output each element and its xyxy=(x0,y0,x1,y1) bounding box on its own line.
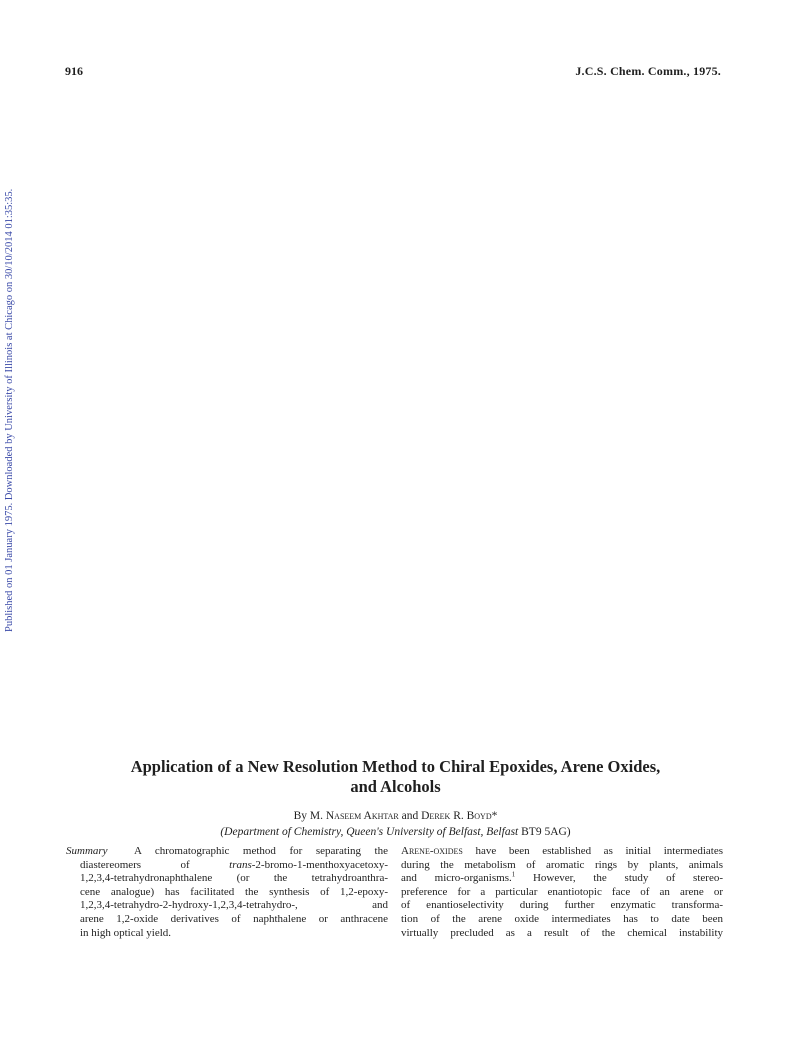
affiliation-text: (Department of Chemistry, Queen's University of Belfast, Belfast xyxy=(220,826,519,838)
author-1: M. Naseem Akhtar xyxy=(309,810,399,822)
body-line-3: and micro-organisms.$^1$ However, the study of stereo- xyxy=(401,870,723,885)
body-line-4: preference for a particular enantiotopic face of an arene or xyxy=(401,885,723,898)
page-number: 916 xyxy=(65,64,83,78)
and-label: and xyxy=(401,810,419,822)
summary-line-4: cene analogue) has facilitated the synthesis of 1,2-epoxy- xyxy=(80,885,388,898)
summary-line-7: in high optical yield. xyxy=(80,926,172,939)
summary-line-3: 1,2,3,4-tetrahydronaphthalene (or the tetrahydroanthra- xyxy=(80,872,388,885)
by-label: By xyxy=(293,810,308,822)
body-column xyxy=(401,845,723,940)
author-line xyxy=(70,810,721,822)
title-line-2: and Alcohols xyxy=(350,777,441,796)
trans-prefix: trans xyxy=(229,858,252,871)
summary-line-1: Summary A chromatographic method for separating the xyxy=(66,845,388,857)
body-line-6: tion of the arene oxide intermediates has to date been xyxy=(401,912,723,925)
summary-column xyxy=(66,845,388,940)
affiliation-postcode: BT9 5AG) xyxy=(521,826,571,838)
journal-header: J.C.S. Chem. Comm., 1975. xyxy=(575,64,721,78)
body-line-7: virtually precluded as a result of the chemical instability xyxy=(401,926,723,939)
title-line-1: Application of a New Resolution Method to Chiral Epoxides, Arene Oxides, xyxy=(130,757,661,776)
author-2: Derek R. Boyd* xyxy=(421,810,498,822)
body-line-5: of enantioselectivity during further enzymatic transforma- xyxy=(401,899,723,912)
reference-mark[interactable]: 1 xyxy=(511,870,516,879)
affiliation xyxy=(70,826,721,838)
body-line-2: during the metabolism of aromatic rings by plants, animals xyxy=(401,858,723,871)
download-stamp: Published on 01 January 1975. Downloaded by University of Illinois at Chicago on 30/10/2014 01:35:35. xyxy=(4,188,15,632)
body-line-1: Arene-oxides have been established as initial intermediates xyxy=(401,845,723,857)
summary-label: Summary xyxy=(66,845,108,857)
summary-line-2: diastereomers of trans-2-bromo-1-menthoxyacetoxy- xyxy=(80,858,388,871)
summary-line-5: 1,2,3,4-tetrahydro-2-hydroxy-1,2,3,4-tetrahydro-, and xyxy=(80,899,388,912)
summary-line-6: arene 1,2-oxide derivatives of naphthalene or anthracene xyxy=(80,912,388,925)
lead-smallcaps: Arene-oxides xyxy=(401,845,463,857)
article-title xyxy=(70,757,721,797)
